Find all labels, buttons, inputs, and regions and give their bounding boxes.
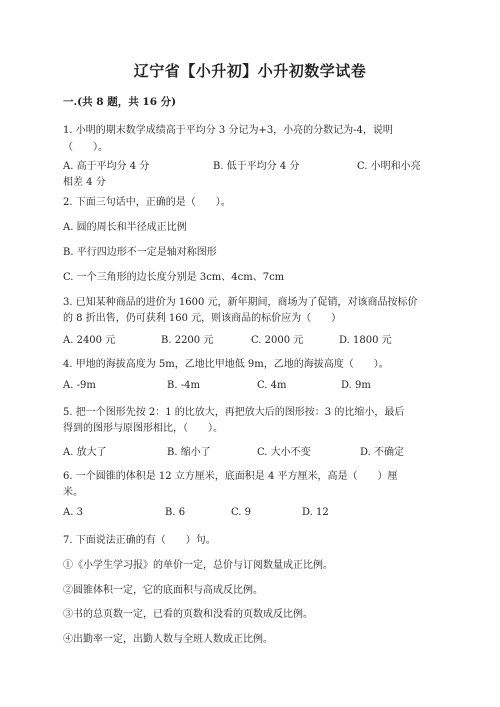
question-1-option-a: A. 高于平均分 4 分 xyxy=(63,161,150,172)
question-5-option-c: C. 大小不变 xyxy=(257,447,311,458)
question-1-line-1: 1. 小明的期末数学成绩高于平均分 3 分记为+3，小亮的分数记为-4，说明 xyxy=(63,125,393,136)
question-3-option-c: C. 2000 元 xyxy=(251,335,304,346)
question-7-statement-2: ②圆锥体积一定，它的底面积与高成反比例。 xyxy=(63,585,263,596)
question-6-option-b: B. 6 xyxy=(165,507,186,518)
question-1-line-2: （ ）。 xyxy=(63,142,108,153)
question-2-option-c: C. 一个三角形的边长度分别是 3cm、4cm、7cm xyxy=(63,272,285,283)
question-2-option-a: A. 圆的周长和半径成正比例 xyxy=(63,222,187,233)
question-7-statement-4: ④出勤率一定，出勤人数与全班人数成正比例。 xyxy=(63,634,273,645)
question-2-line-1: 2. 下面三句话中，正确的是（ ）。 xyxy=(63,197,231,208)
question-4-option-b: B. -4m xyxy=(167,380,200,391)
question-3-line-2: 的 8 折出售，仍可获利 160 元，则该商品的标价应为（ ） xyxy=(63,313,342,324)
question-5-option-d: D. 不确定 xyxy=(360,447,405,458)
question-5-option-b: B. 缩小了 xyxy=(167,447,211,458)
question-4-option-d: D. 9m xyxy=(341,380,371,391)
question-7-statement-1: ①《小学生学习报》的单价一定，总价与订阅数量成正比例。 xyxy=(63,560,333,571)
question-1-option-c: C. 小明和小亮 xyxy=(357,161,421,172)
question-6-line-2: 米。 xyxy=(63,487,83,498)
question-4-option-c: C. 4m xyxy=(257,380,287,391)
section-heading: 一.(共 8 题，共 16 分) xyxy=(63,96,177,108)
question-3-option-b: B. 2200 元 xyxy=(161,335,214,346)
question-3-option-d: D. 1800 元 xyxy=(339,335,392,346)
question-2-option-b: B. 平行四边形不一定是轴对称图形 xyxy=(63,247,217,258)
question-5-line-2: 得到的图形与原图形相比，（ ）。 xyxy=(63,423,223,434)
question-1-option-c-wrap: 相差 4 分 xyxy=(63,177,106,188)
question-3-option-a: A. 2400 元 xyxy=(63,335,116,346)
question-6-option-a: A. 3 xyxy=(63,507,83,518)
page-title: 辽宁省【小升初】小升初数学试卷 xyxy=(133,62,367,80)
question-6-option-c: C. 9 xyxy=(231,507,252,518)
question-4-option-a: A. -9m xyxy=(63,380,96,391)
question-7-statement-3: ③书的总页数一定，已看的页数和没看的页数成反比例。 xyxy=(63,609,313,620)
question-6-option-d: D. 12 xyxy=(302,507,329,518)
question-3-line-1: 3. 已知某种商品的进价为 1600 元，新年期间，商场为了促销，对该商品按标价 xyxy=(63,297,418,308)
question-5-option-a: A. 放大了 xyxy=(63,447,107,458)
question-1-option-b: B. 低于平均分 4 分 xyxy=(213,161,300,172)
question-6-line-1: 6. 一个圆锥的体积是 12 立方厘米，底面积是 4 平方厘米，高是（ ）厘 xyxy=(63,471,398,482)
question-4-line-1: 4. 甲地的海拔高度为 5m，乙地比甲地低 9m，乙地的海拔高度（ ）。 xyxy=(63,359,389,370)
question-5-line-1: 5. 把一个图形先按 2：1 的比放大，再把放大后的图形按：3 的比缩小，最后 xyxy=(63,407,405,418)
question-7-line-1: 7. 下面说法正确的有（ ）句。 xyxy=(63,535,216,546)
